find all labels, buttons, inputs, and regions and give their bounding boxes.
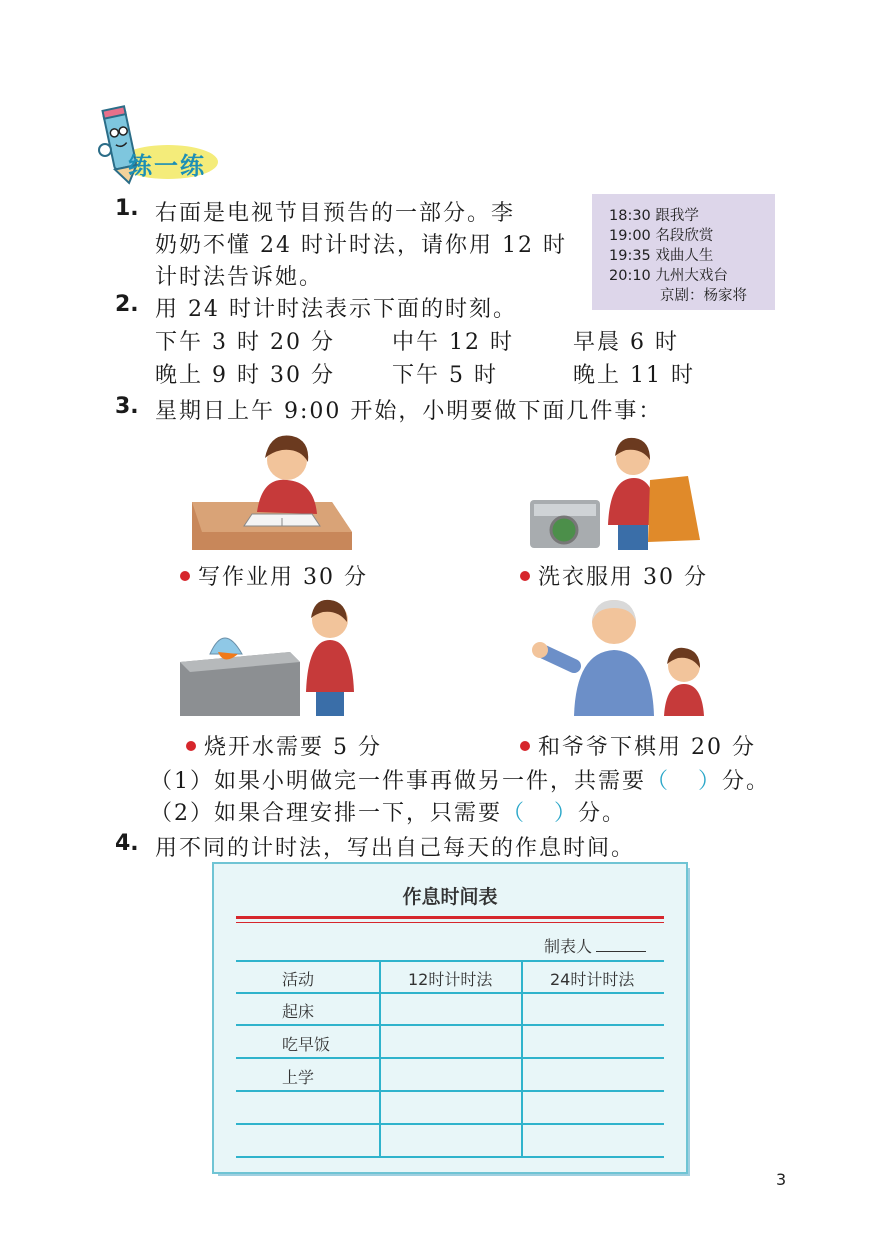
question-1-line-3: 计时法告诉她。 — [155, 265, 324, 290]
tv-schedule-entry: 19:00 名段欣赏 — [609, 228, 714, 244]
table-header-12h: 12时计时法 — [408, 970, 493, 989]
question-2-number: 2. — [115, 292, 139, 317]
boy-with-grandfather-illustration — [524, 592, 710, 716]
title-divider-thin — [236, 922, 664, 923]
table-column-divider — [379, 960, 381, 1156]
table-row-activity: 起床 — [282, 1002, 315, 1021]
time-item: 下午 5 时 — [392, 363, 498, 388]
tv-schedule-entry: 京剧：杨家将 — [660, 288, 747, 304]
title-divider — [236, 916, 664, 919]
task-item: 写作业用 30 分 — [180, 560, 368, 591]
tv-schedule-entry: 18:30 跟我学 — [609, 208, 699, 224]
boy-washing-clothes-illustration — [528, 430, 708, 550]
table-rule — [236, 1156, 664, 1158]
page-number: 3 — [776, 1170, 787, 1189]
bullet-icon — [520, 571, 530, 581]
time-item: 下午 3 时 20 分 — [155, 330, 335, 355]
table-row-activity: 吃早饭 — [282, 1035, 331, 1054]
question-3-number: 3. — [115, 394, 139, 419]
sub-question-2: （2）如果合理安排一下，只需要（ ）分。 — [150, 801, 627, 826]
answer-blank[interactable]: （ ） — [646, 769, 723, 794]
tv-schedule-entry: 20:10 九州大戏台 — [609, 268, 728, 284]
question-1-number: 1. — [115, 196, 139, 221]
tv-schedule-box — [592, 194, 775, 310]
table-title: 作息时间表 — [402, 886, 498, 908]
question-3-text: 星期日上午 9:00 开始，小明要做下面几件事： — [155, 399, 663, 424]
question-4-number: 4. — [115, 831, 139, 856]
table-rule — [236, 1090, 664, 1092]
answer-blank[interactable]: （ ） — [502, 801, 579, 826]
bullet-icon — [520, 741, 530, 751]
table-column-divider — [521, 960, 523, 1156]
table-rule — [236, 1024, 664, 1026]
time-item: 中午 12 时 — [392, 330, 514, 355]
table-header-24h: 24时计时法 — [550, 970, 635, 989]
table-row-activity: 上学 — [282, 1068, 315, 1087]
time-item: 早晨 6 时 — [573, 330, 679, 355]
sub-question-1: （1）如果小明做完一件事再做另一件，共需要（ ）分。 — [150, 769, 771, 794]
boy-writing-homework-illustration — [192, 422, 352, 550]
schedule-table-card — [212, 862, 688, 1174]
boy-boiling-water-illustration — [180, 592, 370, 716]
table-rule — [236, 1057, 664, 1059]
bullet-icon — [186, 741, 196, 751]
question-4-text: 用不同的计时法，写出自己每天的作息时间。 — [155, 836, 636, 861]
task-item: 和爷爷下棋用 20 分 — [520, 730, 756, 761]
table-header-activity: 活动 — [282, 970, 315, 989]
question-1-line-1: 右面是电视节目预告的一部分。李 — [155, 201, 516, 226]
table-maker-label: 制表人 — [544, 934, 646, 957]
task-item: 洗衣服用 30 分 — [520, 560, 708, 591]
tv-schedule-entry: 19:35 戏曲人生 — [609, 248, 714, 264]
table-rule — [236, 1123, 664, 1125]
time-item: 晚上 9 时 30 分 — [155, 363, 335, 388]
section-title: 练一练 — [128, 152, 206, 180]
bullet-icon — [180, 571, 190, 581]
task-item: 烧开水需要 5 分 — [186, 730, 382, 761]
table-rule — [236, 960, 664, 962]
time-item: 晚上 11 时 — [573, 363, 695, 388]
question-1-line-2: 奶奶不懂 24 时计时法，请你用 12 时 — [155, 233, 567, 258]
table-rule — [236, 992, 664, 994]
question-2-text: 用 24 时计时法表示下面的时刻。 — [155, 297, 517, 322]
